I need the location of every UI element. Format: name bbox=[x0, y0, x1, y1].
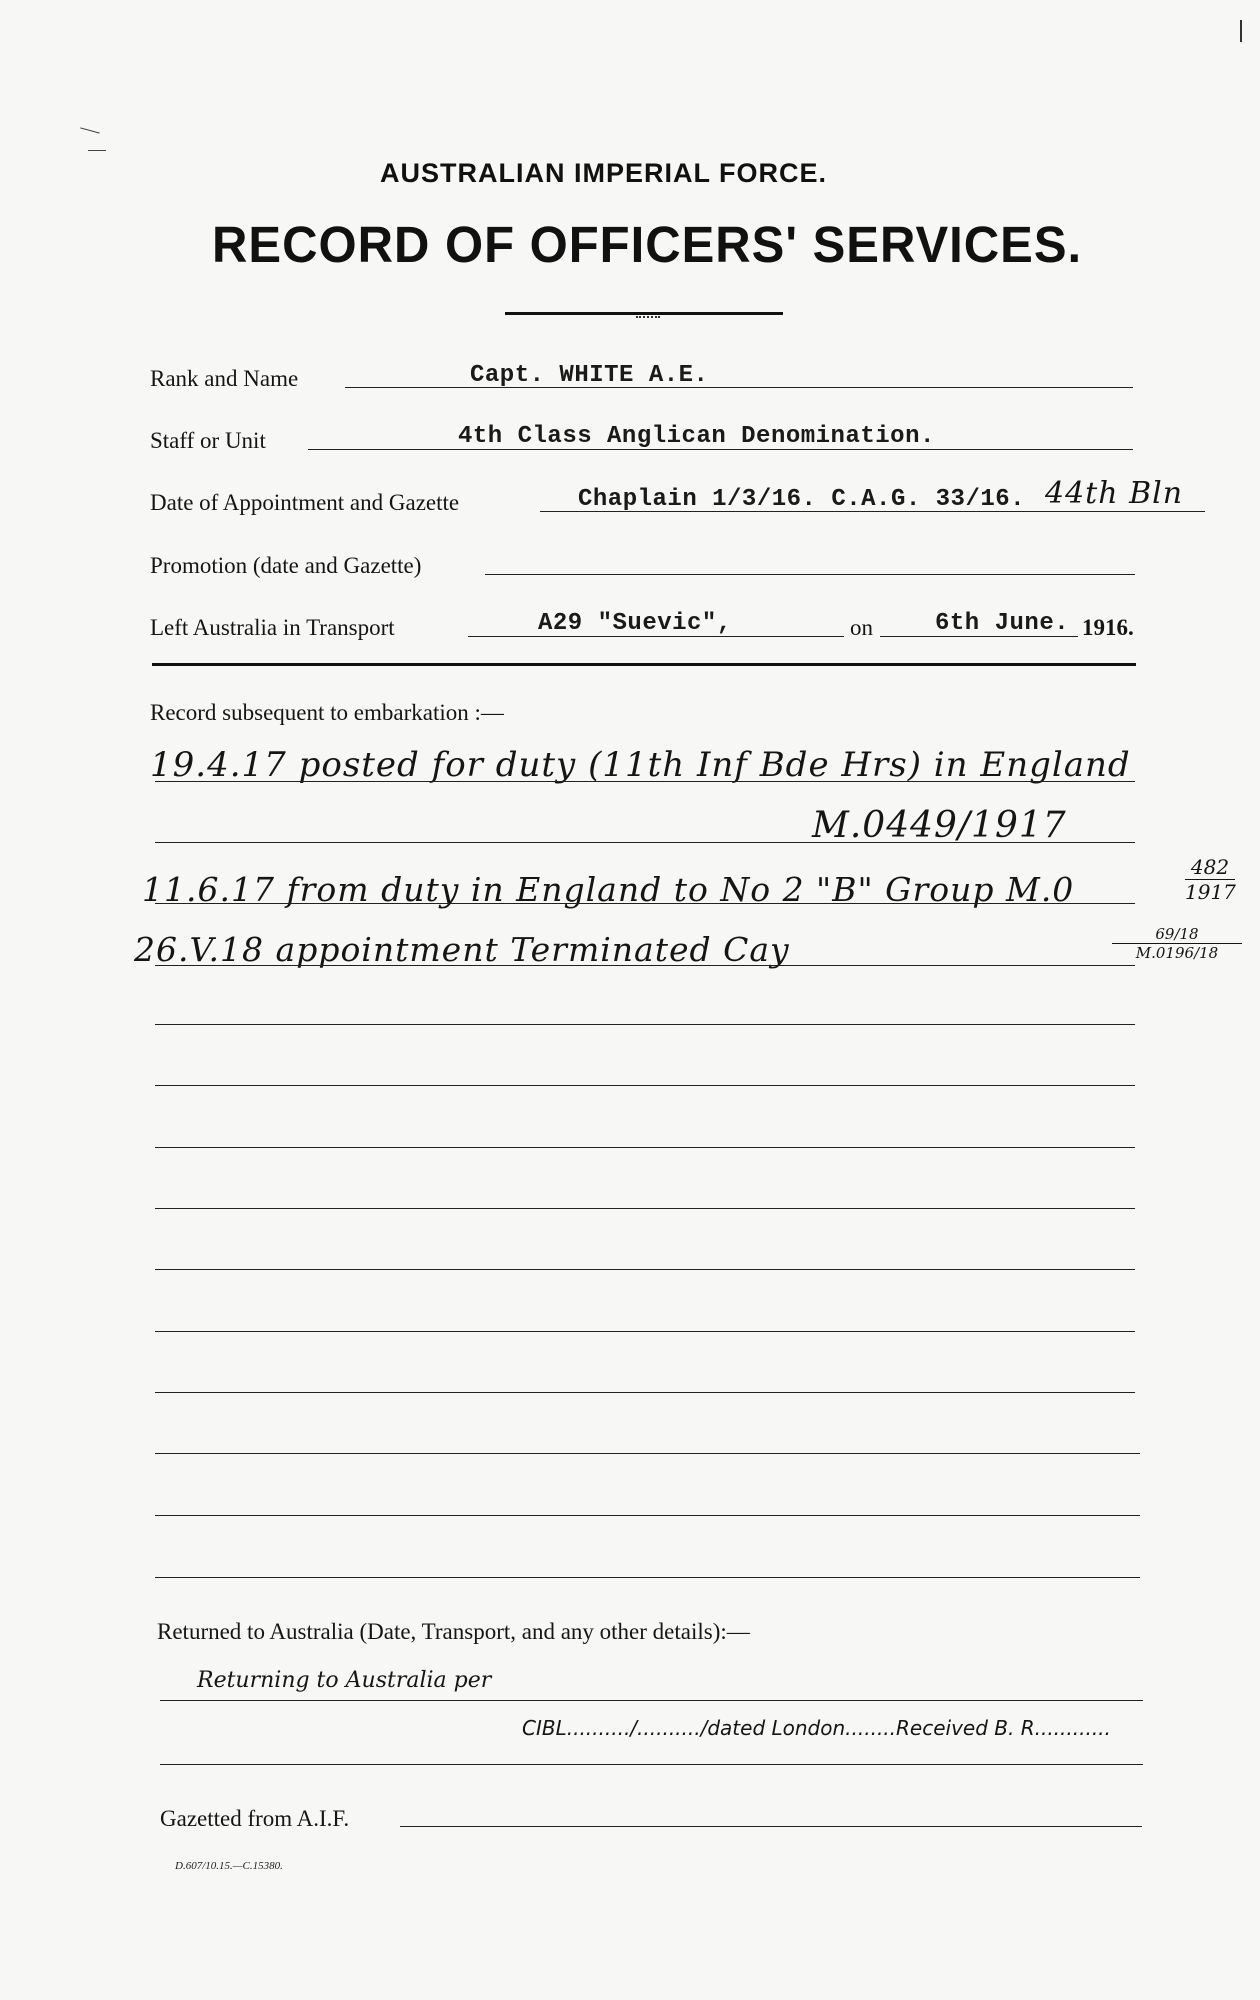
appointment-value[interactable]: Chaplain 1/3/16. C.A.G. 33/16. bbox=[578, 486, 1026, 513]
record-line bbox=[155, 781, 1135, 782]
record-line bbox=[155, 1269, 1135, 1270]
page-title: RECORD OF OFFICERS' SERVICES. bbox=[212, 216, 1083, 274]
returned-label: Returned to Australia (Date, Transport, and any other details):— bbox=[157, 1619, 750, 1644]
record-entry-4-fraction-num: 69/18 bbox=[1112, 925, 1242, 944]
record-line bbox=[155, 1331, 1135, 1332]
record-line bbox=[155, 1453, 1140, 1454]
section-divider bbox=[152, 663, 1136, 666]
title-underline bbox=[505, 312, 783, 315]
promotion-line bbox=[485, 574, 1135, 575]
print-code: D.607/10.15.—C.15380. bbox=[175, 1860, 283, 1872]
record-line bbox=[155, 1577, 1140, 1578]
record-line bbox=[155, 1208, 1135, 1209]
record-entry-4[interactable]: 26.V.18 appointment Terminated Cay bbox=[134, 930, 790, 969]
record-line bbox=[155, 903, 1135, 904]
organization-heading: AUSTRALIAN IMPERIAL FORCE. bbox=[380, 158, 828, 188]
record-entry-3[interactable]: 11.6.17 from duty in England to No 2 "B" Group M.0 bbox=[142, 870, 1075, 909]
returned-stamp: CIBL........../........../dated London........Received B. R............ bbox=[522, 1716, 1111, 1740]
record-line bbox=[155, 1147, 1135, 1148]
returned-handwritten[interactable]: Returning to Australia per bbox=[197, 1668, 492, 1693]
transport-on-label: on bbox=[850, 615, 873, 640]
record-line bbox=[155, 1024, 1135, 1025]
staff-unit-value[interactable]: 4th Class Anglican Denomination. bbox=[458, 423, 935, 450]
record-line bbox=[155, 1515, 1140, 1516]
title-dots bbox=[636, 316, 660, 318]
staff-unit-label: Staff or Unit bbox=[150, 428, 266, 453]
appointment-label: Date of Appointment and Gazette bbox=[150, 490, 460, 515]
appointment-handwritten: 44th Bln bbox=[1045, 476, 1184, 511]
transport-label: Left Australia in Transport bbox=[150, 615, 395, 640]
margin-mark bbox=[88, 150, 106, 151]
rank-name-label: Rank and Name bbox=[150, 366, 299, 391]
rank-name-line bbox=[345, 387, 1133, 388]
promotion-label: Promotion (date and Gazette) bbox=[150, 553, 422, 578]
record-entry-4-fraction bbox=[1112, 925, 1242, 962]
margin-mark bbox=[1240, 20, 1242, 42]
record-label: Record subsequent to embarkation :— bbox=[150, 700, 504, 725]
gazetted-line bbox=[400, 1826, 1142, 1827]
record-entry-1[interactable]: 19.4.17 posted for duty (11th Inf Bde Hrs) in England bbox=[150, 745, 1131, 785]
record-entry-3-fraction-num: 482 bbox=[1185, 855, 1235, 880]
returned-line bbox=[160, 1764, 1143, 1765]
transport-value[interactable]: A29 "Suevic", bbox=[538, 610, 732, 637]
gazetted-label: Gazetted from A.I.F. bbox=[160, 1806, 350, 1831]
record-entry-3-fraction bbox=[1185, 855, 1235, 904]
record-line bbox=[155, 1392, 1135, 1393]
returned-line bbox=[160, 1700, 1143, 1701]
record-line bbox=[155, 842, 1135, 843]
transport-year: 1916. bbox=[1082, 615, 1134, 640]
record-entry-3-fraction-den: 1917 bbox=[1185, 880, 1236, 904]
record-line bbox=[155, 965, 1135, 966]
transport-date-value[interactable]: 6th June. bbox=[935, 610, 1070, 637]
rank-name-value[interactable]: Capt. WHITE A.E. bbox=[470, 362, 709, 389]
margin-mark bbox=[80, 127, 100, 133]
record-line bbox=[155, 1085, 1135, 1086]
record-entry-4-fraction-den: M.0196/18 bbox=[1135, 944, 1219, 962]
record-entry-2[interactable]: M.0449/1917 bbox=[812, 805, 1067, 846]
